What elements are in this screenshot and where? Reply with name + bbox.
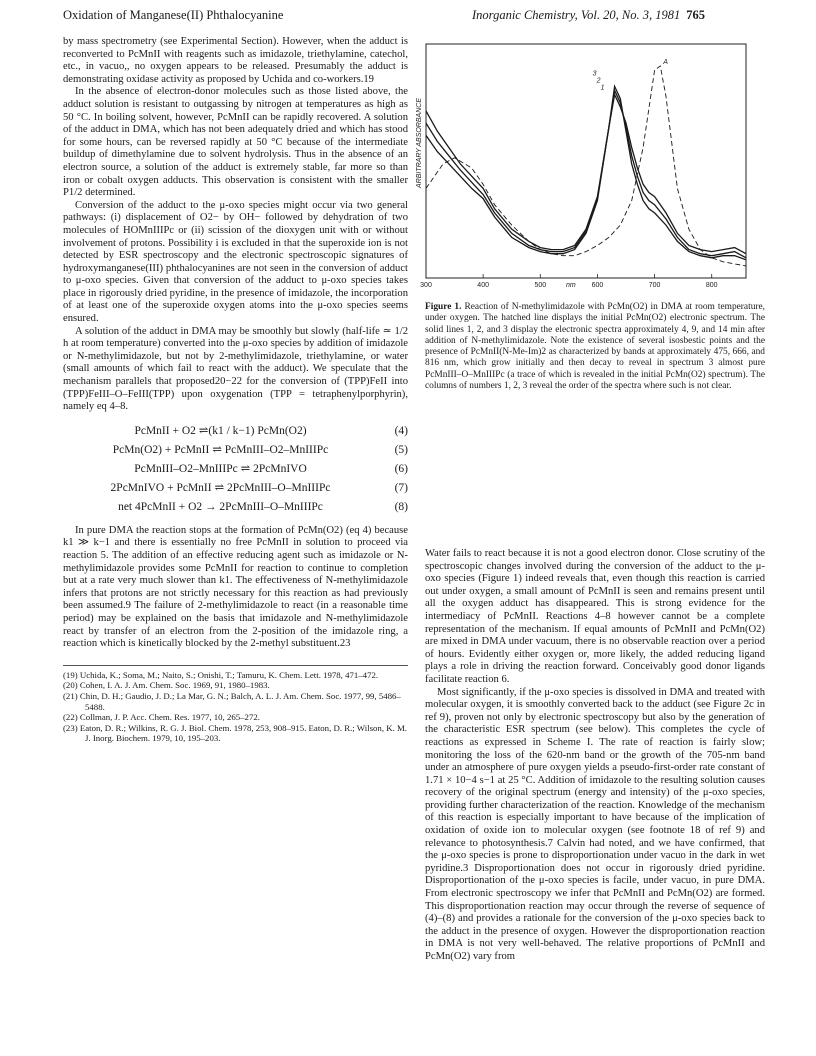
- paragraph: In the absence of electron-donor molecules such as those listed above, the adduct solution is resistant to outgassing by nitrogen at temperatures as high as 50 °C. In boiling solvent, however, PcMnII can be rapidly recovered. A solution of the adduct in DMA, which has not been adequately dried and which has stood for some hours, can be reversed rapidly at 50 °C because of the intermediate buildup of dimethylamine due to solvent hydrolysis. Thus in the absence of an electron source, a solution of the adduct is extremely stable, far more so than iron or cobalt oxygen adducts. This observation is consistent with the smaller P1/2 determined.: [63, 86, 408, 199]
- series-label-1: 1: [600, 84, 605, 92]
- series-line-3: [426, 86, 746, 259]
- series-label-A: A: [663, 59, 668, 66]
- references: [63, 665, 408, 744]
- x-tick-label: 300: [420, 282, 432, 289]
- paragraph: Conversion of the adduct to the μ-oxo species might occur via two general pathways: (i) displacement of O2− by OH− followed by dehydration of two molecules of HOMnIIIPc or (ii) scission of the dioxygen unit with or without involvement of protons. Possibility i is excluded in that the superoxide ion is not detected by ESR spectroscopy and the electronic spectroscopic signatures of hydroxymanganese(III) phthalocyanines are not seen in the conversion of adduct to μ-oxo species. Given that conversion of the adduct to μ-oxo species takes place in rigorously dried pyridine, in the presence of imidazole, the incorporation of at least one of the superoxide oxygen atoms into the μ-oxo species seems ensured.: [63, 199, 408, 325]
- reference: (20) Cohen, I. A. J. Am. Chem. Soc. 1969, 91, 1980–1983.: [63, 680, 270, 691]
- paragraph: Most significantly, if the μ-oxo species is dissolved in DMA and treated with molecular oxygen, it is smoothly converted back to the adduct (see Figure 2c in ref 9), proven not only by electronic spectroscopy but also by the generation of the characteristic ESR spectrum (see below). This completes the cycle of reactions as expressed in Scheme I. The rate of reaction is fairly slow; monitoring the loss of the 620-nm band or the growth of the 705-nm band under an atmosphere of pure oxygen yields a pseudo-first-order rate constant of 1.71 × 10−4 s−1 at 25 °C. Addition of imidazole to the resulting solution causes recovery of the original spectrum (energy and intensity) of the μ-oxo species, providing further characterization of the reaction. Knowledge of the mechanism of this reaction is especially important to have because of the implication of oxidation of oxide ion to molecular oxygen (see footnote 18 of ref 9) and relevance to photosynthesis.7 Calvin had noted, and we have confirmed, that the μ-oxo species is prone to disproportionation under vacuo in the dark in wet pyridine.3 Disproportionation does not occur in rigorously dried pyridine. Disproportionation of the μ-oxo species is facile, under vacuo, in pure DMA. From electronic spectroscopy we infer that PcMnII and PcMn(O2) are formed. This disproportionation reaction may occur through the reverse of sequence of (4)–(8) and provides a rationale for the conversion of the μ-oxo species back to the adduct in the presence of oxygen. However the disproportionation reaction in DMA is not very well-behaved. The relative proportions of PcMnII and PcMn(O2) vary from: [425, 686, 765, 962]
- paragraph: by mass spectrometry (see Experimental Section). However, when the adduct is reconverted to PcMnII with reagents such as imidazole, triethylamine, catechol, etc., in vacuo,, no oxygen appears to be released. Presumably the adduct is demonstrating oxidase activity as proposed by Uchida and co-workers.19: [63, 36, 408, 85]
- paragraph: In pure DMA the reaction stops at the formation of PcMn(O2) (eq 4) because k1 ≫ k−1 and there is essentially no free PcMnII in solution to proceed via reaction 5. The addition of an effective reducing agent such as imidazole or N-methylimidazole provides some PcMnII for reaction to continue to completion but at a rate very much slower than k1. The effectiveness of N-methylimidazole infers that protons are not strictly necessary for this reaction as had previously been assumed.9 The failure of 2-methylimidazole to react (in a reasonable time period) may be explained on the basis that imidazole and N-methylimidazole react by transfer of an electron from the 2-position of the imidazole ring, a reaction which is kinetically blocked by the 2-methyl substituent.23: [63, 524, 408, 650]
- y-axis-label: ARBITRARY ABSORBANCE: [416, 98, 423, 188]
- journal-name: Inorganic Chemistry, Vol. 20, No. 3, 1981: [472, 8, 681, 22]
- figure-caption: [425, 302, 765, 392]
- running-title: Oxidation of Manganese(II) Phthalocyanine: [63, 8, 284, 22]
- journal-citation: [472, 8, 705, 23]
- caption-label: Figure 1.: [425, 302, 462, 312]
- paragraph: A solution of the adduct in DMA may be smoothly but slowly (half-life ≃ 1/2 h at room temperature) converted into the μ-oxo species by addition of imidazole or N-methylimidazole, but not by 2-methylimidazole, triethylamine, or water (small amounts of which fail to react with the adduct). We speculate that the mechanism parallels that proposed20−22 for the conversion of (TPP)FeII into (TPP)FeIII–O–FeIII(TPP) upon oxygenation (TPP = tetraphenylporphyrin), namely eq 4–8.: [63, 325, 408, 413]
- paragraph: Water fails to react because it is not a good electron donor. Close scrutiny of the spectroscopic changes involved during the conversion of the adduct to the μ-oxo species (Figure 1) indeed reveals that, even though this reaction is carried out under oxygen, a small amount of PcMnII is seen and remains present until all the oxygen adduct has disappeared. This is strong evidence for the intermediacy of PcMnII. Reactions 4–8 however cannot be a complete representation of the mechanism. If equal amounts of PcMnII and PcMn(O2) are mixed in DMA under vacuum, there is no observable reaction over a period of hours. Evidently either oxygen or, more likely, the added reducing ligand plays a role in driving the reaction forward. Conceivably good donor ligands facilitate reaction 6.: [425, 548, 765, 685]
- equation-4: PcMnII + O2 ⇌(k1 / k−1) PcMn(O2) (4): [134, 424, 408, 437]
- page-number: 765: [686, 8, 705, 22]
- plot-frame: [426, 44, 746, 278]
- equation-5: PcMn(O2) + PcMnII ⇌ PcMnIII–O2–MnIIIPc (5): [112, 443, 408, 456]
- x-tick-label: 400: [477, 282, 489, 289]
- x-tick-label: 700: [648, 282, 661, 289]
- equation-block: [63, 422, 408, 517]
- equation-8: net 4PcMnII + O2 → 2PcMnIII–O–MnIIIPc (8): [118, 500, 408, 513]
- spectrum-chart: [412, 38, 762, 300]
- reference: (21) Chin, D. H.; Gaudio, J. D.; La Mar, G. N.; Balch, A. L. J. Am. Chem. Soc. 1977, 99, 5486–5488.: [63, 690, 401, 712]
- x-tick-label: 600: [591, 282, 604, 289]
- series-layer: [426, 59, 746, 266]
- series-label-3: 3: [592, 70, 597, 78]
- series-line-A: [426, 66, 746, 266]
- reference: (23) Eaton, D. R.; Wilkins, R. G. J. Biol. Chem. 1978, 253, 908–915. Eaton, D. R.; Wilson, K. M. J. Inorg. Biochem. 1979, 10, 195–203.: [63, 722, 408, 744]
- right-column: [425, 548, 765, 964]
- reference: (22) Collman, J. P. Acc. Chem. Res. 1977, 10, 265–272.: [63, 712, 260, 723]
- x-tick-label: 500: [534, 282, 547, 289]
- caption-text: Reaction of N-methylimidazole with PcMn(O2) in DMA at room temperature, under oxygen. The hatched line displays the initial PcMn(O2) electronic spectrum. The solid lines 1, 2, and 3 display the electronic spectra approximately 4, 9, and 14 min after addition of N-methylimidazole. Note the existence of several isosbestic points and the presence of PcMnII(N-Me-Im)2 as characterized by bands at approximately 475, 666, and 816 nm, which grow initially and then decay to reveal in spectrum 3 almost pure PcMnIII–O–MnIIIPc (a trace of which is revealed in the initial PcMn(O2) spectrum). The columns of numbers 1, 2, 3 reveal the order of the spectra where such is not clear.: [425, 302, 766, 392]
- figure-1: [412, 38, 762, 470]
- left-column: [63, 36, 408, 744]
- x-tick-label: 800: [705, 282, 718, 289]
- x-axis-unit: nm: [566, 282, 576, 289]
- tick-layer: [420, 274, 718, 289]
- reference: (19) Uchida, K.; Soma, M.; Naito, S.; Onishi, T.; Tamuru, K. Chem. Lett. 1978, 471–472.: [63, 669, 379, 680]
- equation-6: PcMnIII–O2–MnIIIPc ⇌ 2PcMnIVO (6): [134, 462, 408, 475]
- series-label-2: 2: [596, 77, 601, 85]
- equation-7: 2PcMnIVO + PcMnII ⇌ 2PcMnIII–O–MnIIIPc (7): [110, 481, 408, 494]
